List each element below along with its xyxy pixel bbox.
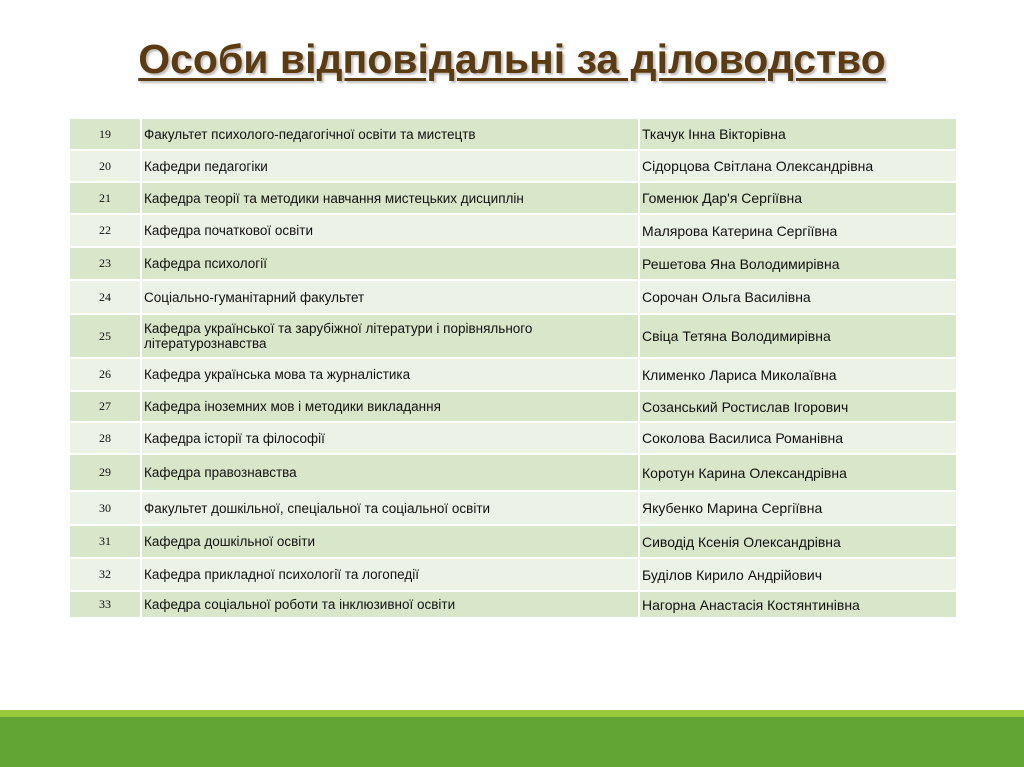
department-cell: Кафедра дошкільної освіти (141, 525, 639, 558)
department-cell: Кафедра прикладної психології та логопедії (141, 558, 639, 591)
department-cell: Кафедра психології (141, 247, 639, 280)
table-row (69, 454, 957, 491)
department-cell: Кафедра історії та філософії (141, 422, 639, 454)
row-number: 25 (69, 314, 141, 358)
person-cell: Малярова Катерина Сергіївна (639, 214, 957, 247)
person-cell: Буділов Кирило Андрійович (639, 558, 957, 591)
table-row (69, 314, 957, 358)
row-number: 23 (69, 247, 141, 280)
person-cell: Сідорцова Світлана Олександрівна (639, 150, 957, 182)
table-row (69, 280, 957, 314)
person-cell: Клименко Лариса Миколаївна (639, 358, 957, 391)
table-row (69, 525, 957, 558)
department-cell: Факультет дошкільної, спеціальної та соціальної освіти (141, 491, 639, 525)
table-row (69, 118, 957, 150)
row-number: 26 (69, 358, 141, 391)
table-row (69, 391, 957, 422)
person-cell: Нагорна Анастасія Костянтинівна (639, 591, 957, 618)
table-row (69, 591, 957, 618)
table-row (69, 150, 957, 182)
person-cell: Соколова Василиса Романівна (639, 422, 957, 454)
row-number: 20 (69, 150, 141, 182)
department-cell: Кафедра соціальної роботи та інклюзивної освіти (141, 591, 639, 618)
person-cell: Гоменюк Дар'я Сергіївна (639, 182, 957, 214)
page-title: Особи відповідальні за діловодство (138, 36, 886, 82)
table-row (69, 558, 957, 591)
table-row (69, 422, 957, 454)
department-cell: Кафедра іноземних мов і методики викладання (141, 391, 639, 422)
row-number: 24 (69, 280, 141, 314)
footer-bar (0, 717, 1024, 767)
department-cell: Кафедра початкової освіти (141, 214, 639, 247)
row-number: 31 (69, 525, 141, 558)
footer-accent-bar (0, 710, 1024, 717)
department-cell: Кафедра українська мова та журналістика (141, 358, 639, 391)
table-row (69, 182, 957, 214)
row-number: 27 (69, 391, 141, 422)
department-cell: Кафедра правознавства (141, 454, 639, 491)
row-number: 22 (69, 214, 141, 247)
person-cell: Ткачук Інна Вікторівна (639, 118, 957, 150)
person-cell: Сорочан Ольга Василівна (639, 280, 957, 314)
row-number: 32 (69, 558, 141, 591)
person-cell: Якубенко Марина Сергіївна (639, 491, 957, 525)
row-number: 30 (69, 491, 141, 525)
department-cell: Соціально-гуманітарний факультет (141, 280, 639, 314)
person-cell: Сиводід Ксенія Олександрівна (639, 525, 957, 558)
responsible-persons-table (68, 117, 958, 619)
row-number: 29 (69, 454, 141, 491)
row-number: 28 (69, 422, 141, 454)
row-number: 33 (69, 591, 141, 618)
row-number: 19 (69, 118, 141, 150)
table-row (69, 358, 957, 391)
table-row (69, 247, 957, 280)
department-cell: Кафедри педагогіки (141, 150, 639, 182)
table-row (69, 491, 957, 525)
department-cell: Кафедра української та зарубіжної літератури і порівняльного літературознавства (141, 314, 639, 358)
department-cell: Факультет психолого-педагогічної освіти та мистецтв (141, 118, 639, 150)
row-number: 21 (69, 182, 141, 214)
person-cell: Коротун Карина Олександрівна (639, 454, 957, 491)
table-row (69, 214, 957, 247)
department-cell: Кафедра теорії та методики навчання мистецьких дисциплін (141, 182, 639, 214)
person-cell: Свіца Тетяна Володимирівна (639, 314, 957, 358)
person-cell: Созанський Ростислав Ігорович (639, 391, 957, 422)
person-cell: Решетова Яна Володимирівна (639, 247, 957, 280)
